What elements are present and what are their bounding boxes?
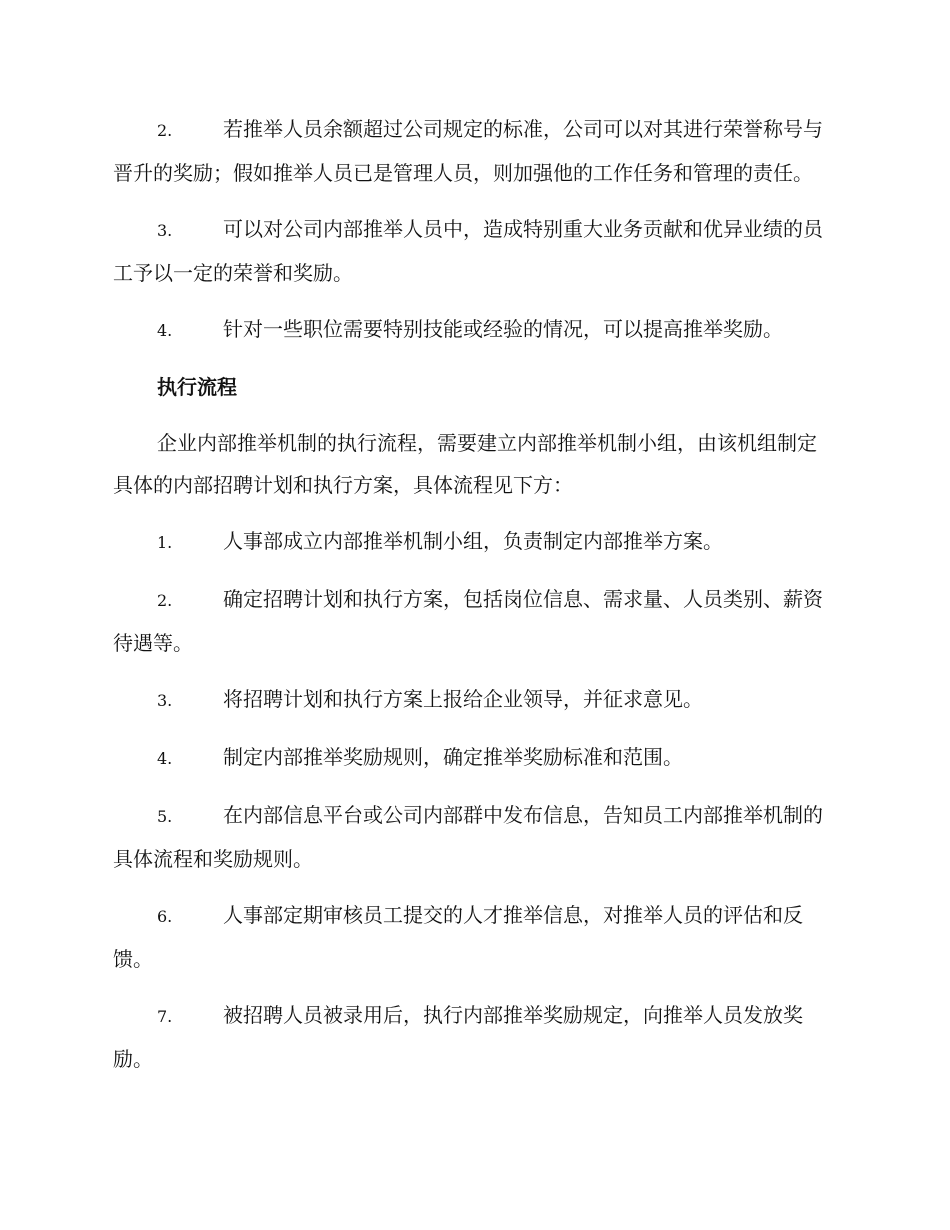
list-item bbox=[113, 578, 833, 664]
list-item-text: 制定内部推举奖励规则，确定推举奖励标准和范围。 bbox=[223, 745, 683, 769]
list-item-text: 可以对公司内部推举人员中，造成特别重大业务贡献和优异业绩的员工予以一定的荣誉和奖励。 bbox=[113, 217, 823, 285]
list-item-text: 被招聘人员被录用后，执行内部推举奖励规定，向推举人员发放奖励。 bbox=[113, 1003, 803, 1071]
list-item bbox=[113, 894, 833, 980]
list-item bbox=[113, 308, 833, 352]
list-item-text: 确定招聘计划和执行方案，包括岗位信息、需求量、人员类别、薪资待遇等。 bbox=[113, 587, 823, 655]
list-item bbox=[113, 736, 833, 780]
list-item-text: 将招聘计划和执行方案上报给企业领导，并征求意见。 bbox=[223, 687, 703, 711]
list-item-number: 5. bbox=[157, 807, 173, 826]
list-item bbox=[113, 794, 833, 880]
list-item-text: 人事部定期审核员工提交的人才推举信息，对推举人员的评估和反馈。 bbox=[113, 903, 803, 971]
list-item-number: 2. bbox=[157, 121, 173, 140]
list-item-number: 2. bbox=[157, 591, 173, 610]
list-item-text: 在内部信息平台或公司内部群中发布信息，告知员工内部推举机制的具体流程和奖励规则。 bbox=[113, 803, 823, 871]
list-item-text: 若推举人员余额超过公司规定的标准，公司可以对其进行荣誉称号与晋升的奖励；假如推举人员已是管理人员，则加强他的工作任务和管理的责任。 bbox=[113, 117, 823, 185]
list-item-number: 3. bbox=[157, 221, 173, 240]
section-intro: 企业内部推举机制的执行流程，需要建立内部推举机制小组，由该机组制定具体的内部招聘计划和执行方案，具体流程见下方： bbox=[113, 431, 817, 497]
list-item bbox=[113, 208, 833, 294]
section-heading: 执行流程 bbox=[157, 375, 237, 399]
list-item-number: 4. bbox=[157, 321, 173, 340]
list-item bbox=[113, 994, 833, 1080]
list-item-number: 3. bbox=[157, 691, 173, 710]
document-body bbox=[113, 108, 833, 1094]
list-item-number: 1. bbox=[157, 533, 173, 552]
list-item-text: 人事部成立内部推举机制小组，负责制定内部推举方案。 bbox=[223, 529, 723, 553]
list-item-number: 6. bbox=[157, 907, 173, 926]
list-item bbox=[113, 520, 833, 564]
list-item-number: 7. bbox=[157, 1007, 173, 1026]
list-item-number: 4. bbox=[157, 749, 173, 768]
list-item bbox=[113, 678, 833, 722]
list-item-text: 针对一些职位需要特别技能或经验的情况，可以提高推举奖励。 bbox=[223, 317, 783, 341]
list-item bbox=[113, 108, 833, 194]
